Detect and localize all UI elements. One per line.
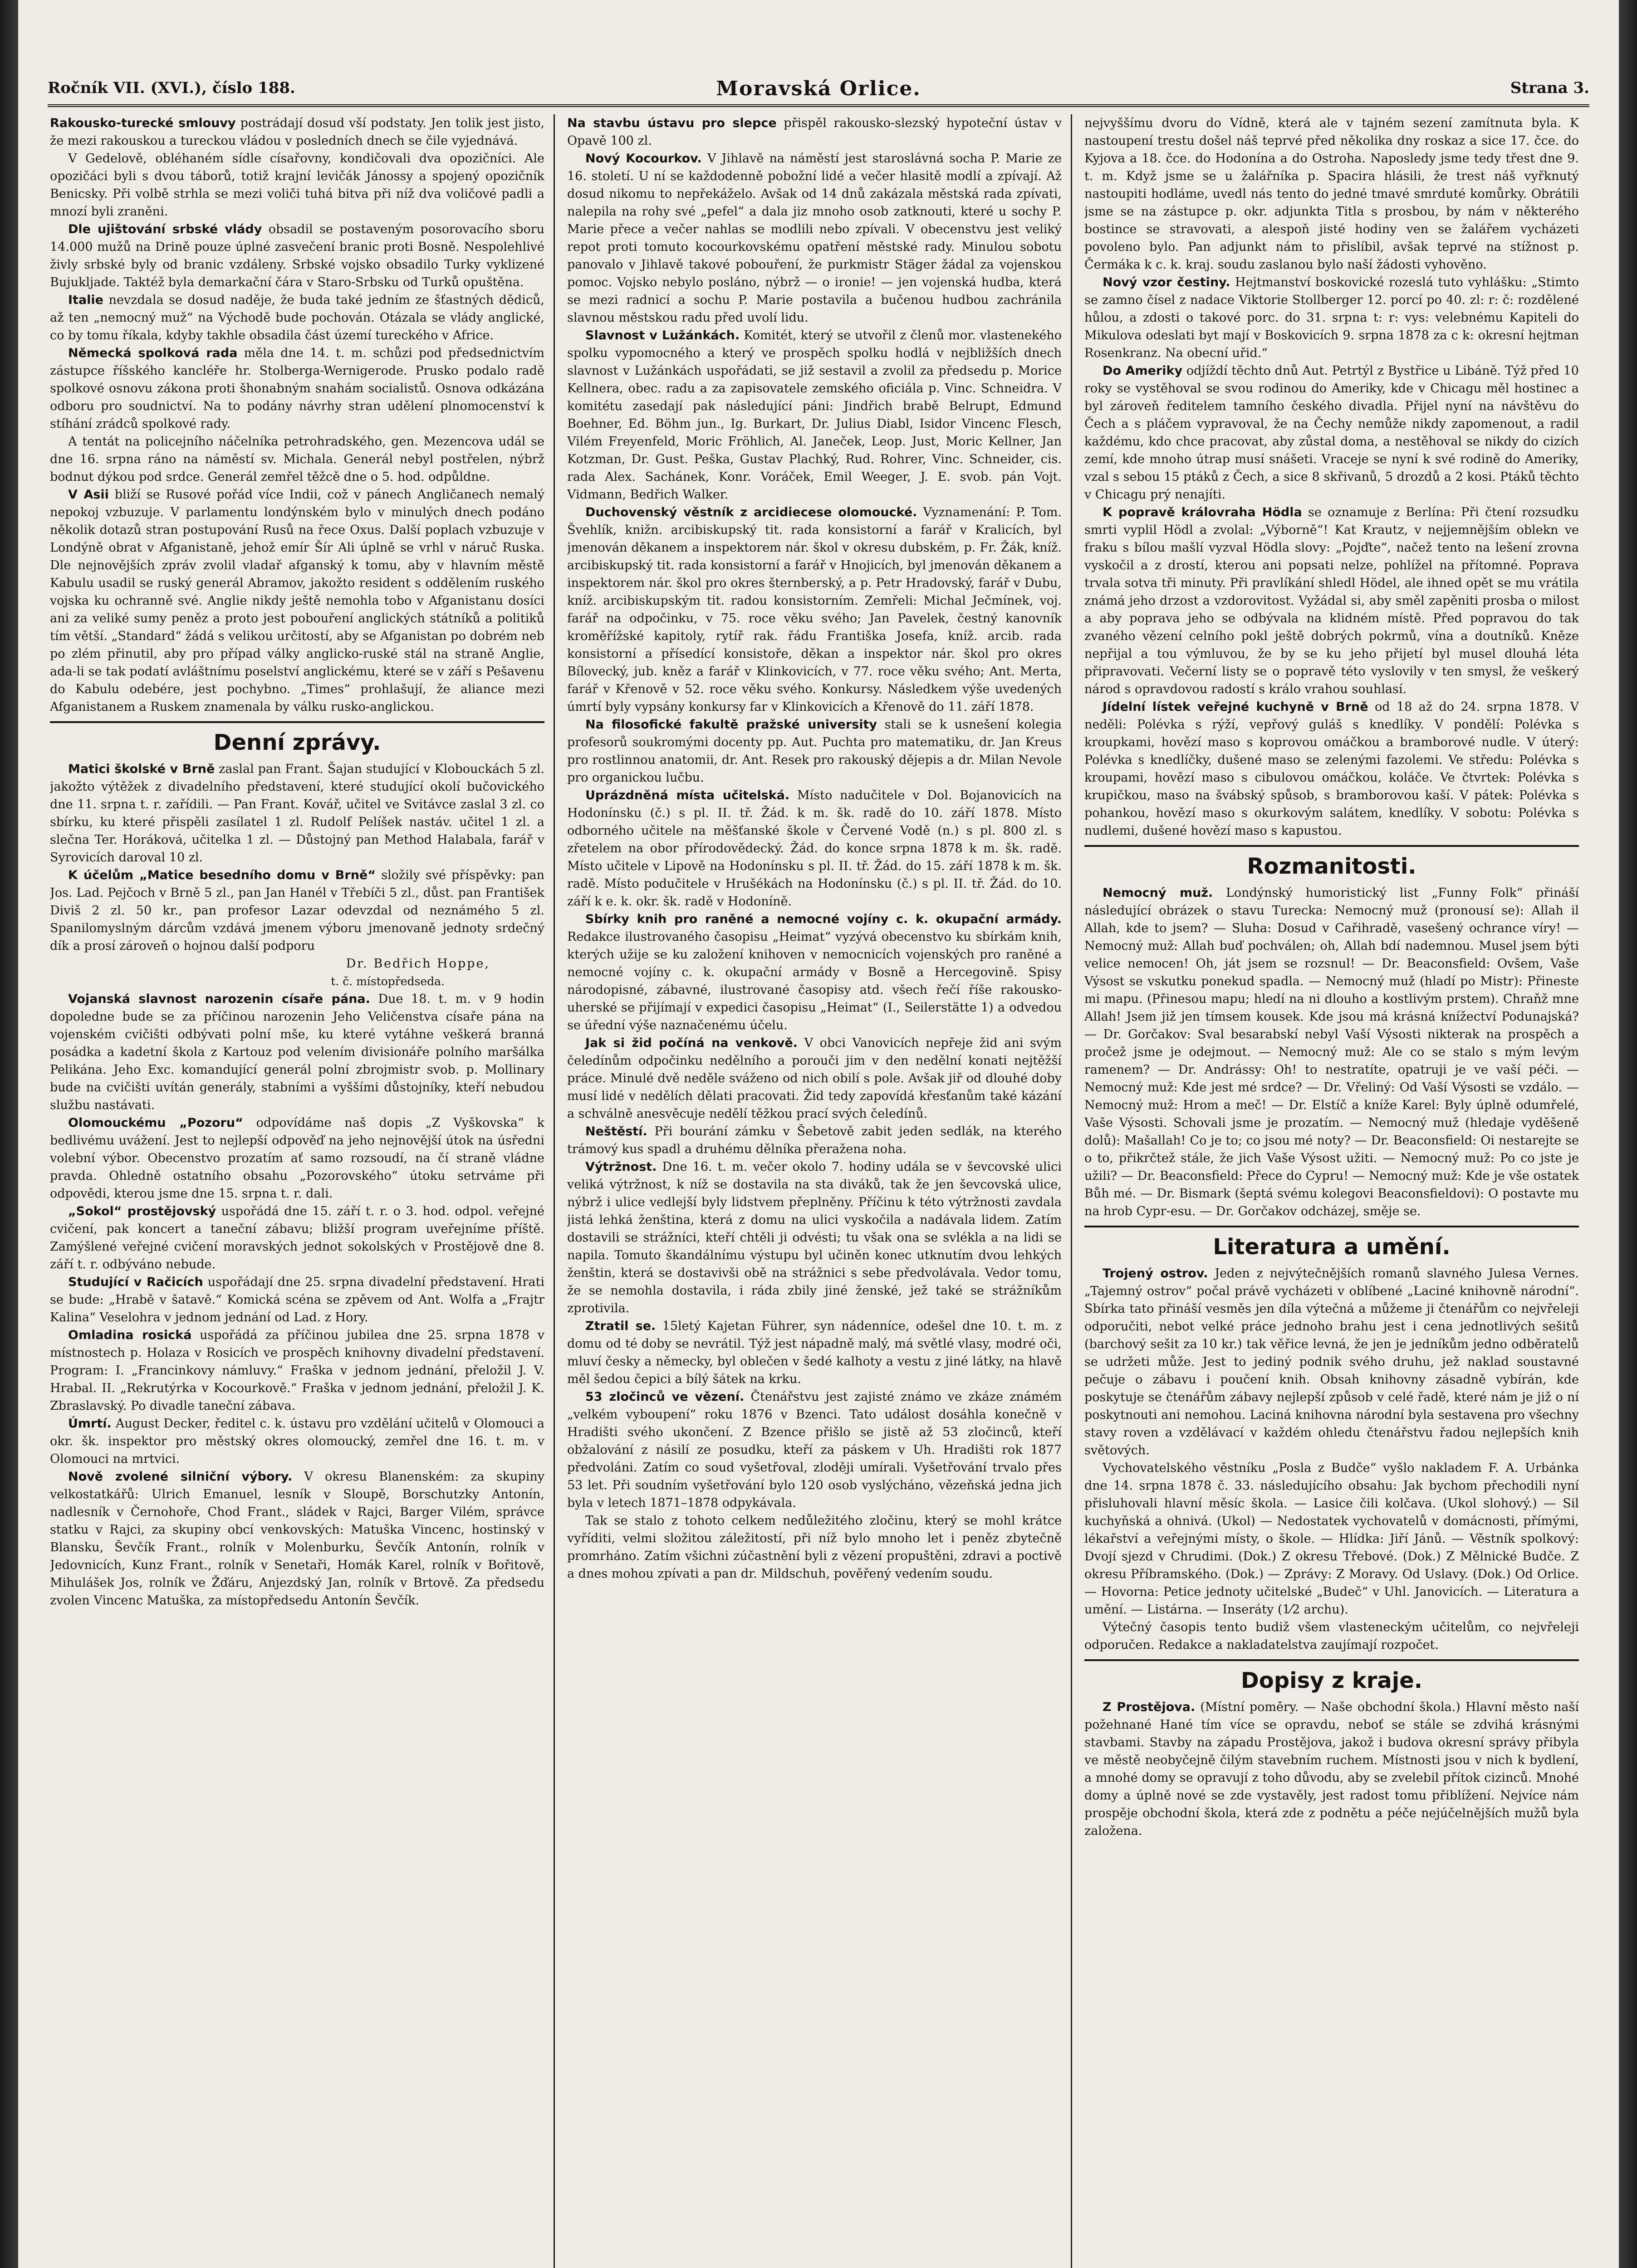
article-text: uspořádají dne 25. srpna divadelní představení. Hrati se bude: „Hrabě v šatavě.“ Komická scéna se zpěvem od Ant. Wolfa a „Frajtr Kalina“ Veselohra v jednom jednání od Lad. z Hory. — [50, 1275, 544, 1325]
article-text: se oznamuje z Berlína: Při čtení rozsudku smrti vyplil Hödl a zvolal: „Výborně“! Kat Krautz, v nejjemnějším oblekn ve fraku s bílou mašlí vyzval Hödla slovy: „Pojďte“, načež tento na lešení zrovna vyskočil a z drostí, kterou ani popsati nelze, pohlížel na přítomné. Poprava trvala sotva tři minuty. Při pravlíkání shledl Hödel, ale ihned opět se mu vrátila známá jeho drzost a vzdorovitost. Vyžádal si, aby směl zapěniti prosba o milost a aby poprava jeho se odbývala na klidném místě. Před popravou do tak zvaného vězení celního pokl ještě dobrých pokrmů, vína a doutníků. Kněze nepřijal a tou výmluvou, že by se ku jeho přijetí byl musel dlouhá léta připravovati. Večerní listy se o popravě této vyslovily v ten smysl, že veškerý národ s opravdovou radostí s králo vrahou souhlasí. — [1084, 505, 1579, 696]
article-lead: Německá spolková rada — [68, 346, 238, 360]
article-text: Čtenářstvu jest zajisté známo ve zkáze známém „velkém vyboupení“ roku 1876 v Bzenci. Tato událost dosáhla konečně v Hradišti svého ukončení. Z Bzence přišlo se jistě až 53 zločinců, kteří obžalování z násilí ze posudku, kteří za páskem v Uh. Hradišti rok 1877 předvoláni. Zatím co soud vyšetřoval, zloději umírali. Vyšetřování trvalo přes 53 let. Při soudním vyšetřování bylo 120 osob vyslýcháno, vězeňská jedna jich byla v letech 1871–1878 odpykávala. — [567, 1390, 1062, 1510]
article-lead: Duchovenský věstník z arcidiecese olomoucké. — [585, 505, 917, 519]
column-1 — [50, 114, 544, 2268]
article: V Gedelově, obléhaném sídle císařovny, kondičovali dva opozičníci. Ale opozičáci byli s dvou táborů, totiž krajní levičák Jánossy a spojený opozičník Benicsky. Při volbě strhla se mezi voliči tuhá bitva při níž dva voličové padli a mnozí byli zraněni. — [50, 152, 544, 219]
article-lead: Trojený ostrov. — [1103, 1266, 1208, 1281]
article — [50, 220, 544, 291]
article-lead: Nemocný muž. — [1103, 886, 1213, 900]
article-lead: Dle ujištování srbské vlády — [68, 222, 262, 236]
article — [567, 787, 1062, 910]
article-text: Jeden z nejvýtečnějších romanů slavného Julesa Vernes. „Tajemný ostrov“ počal právě vycházeti v oblíbené „Laciné knihovně národní“. Sbírka tato přináší vesměs jen díla výtečná a můžeme ji čtenářům co nejvřeleji odporučiti, nebot velké práce jednoho brahu jest i cena jednotlivých sešitů (barchový sešit za 10 kr.) tak věřice levná, že jen je jedníkům jedno odběratelů se udržeti může. Jest to jediný podnik svého druhu, jež naklad soustavné pečuje o zábavu i poučení knih. Obsah knihovny zásadně vybírán, kde poskytuje se čtenářům zábavy nejlepší způsob v celé řadě, které nám je již o ní poskytnouti ani nemohou. Laciná knihovna národní byla sestavena pro všechny stavy roven a vzdělávací v každém ohledu čtenářstvu řadou nejlepších knih světových. — [1084, 1266, 1579, 1457]
article: A tentát na policejního náčelníka petrohradského, gen. Mezencova udál se dne 16. srpna ráno na náměstí sv. Michala. Generál nebyl postřelen, nýbrž bodnut dýkou pod srdce. Generál zemřel těžcě dne o 5. hod. odpůldne. — [50, 435, 544, 484]
article-lead: Na stavbu ústavu pro slepce — [567, 116, 777, 130]
article — [567, 1123, 1062, 1158]
article: Výtečný časopis tento budiž všem vlasteneckým učitelům, co nejvřeleji odporučen. Redakce a nakladatelstva zaujímají rozpočet. — [1084, 1620, 1579, 1652]
article-lead: Olomouckému „Pozoru“ — [68, 1116, 243, 1130]
article-text: Redakce ilustrovaného časopisu „Heimat“ vyzývá obecenstvo ku sbírkám knih, kterých užije se ku založení knihoven v nemocnicích vojenských pro raněné a nemocné vojíny c. k. okupační armády v Bosně a Hercegovině. Spisy národopisné, zábavné, ilustrované časopisy atd. všech řečí říše rakousko-uherské se přijímají v expedici časopisu „Heimat“ (I., Seilerstätte 1) a odvedou se úřední výše naznačenému účelu. — [567, 930, 1062, 1032]
article-text: Komitét, který se utvořil z členů mor. vlastenekého spolku vypomocného a který ve prospěch spolku hodlá v nejbližších dnech slavnost v Lužánkách uspořádati, se již sestavil a zvolil za předsedu p. Morice Kellnera, obec. radu a za zapisovatele zemského oficiála p. Vinc. Schneidra. V komitétu zasedají pak následující páni: Jindřich brabě Belrupt, Edmund Boehner, Ed. Böhm jun., Ig. Burkart, Dr. Julius Diabl, Isidor Vincenc Flesch, Vilém Freyenfeld, Moric Fröhlich, Al. Janeček, Leop. Just, Moric Kellner, Jan Kotzman, Dr. Gust. Peška, Gustav Plachký, Rud. Rohrer, Vinc. Schneider, cis. rada Alex. Sachánek, Konr. Voráček, Emil Weeger, J. E. svob. pán Vojt. Vidmann, Bedřich Walker. — [567, 328, 1062, 502]
section-divider — [1084, 845, 1579, 847]
article-text: odpovídáme naš dopis „Z Vyškovska“ k bedlivému uvážení. Jest to nejlepší odpověď na jeho nejnovější útok na úsředni volební výbor. Obecenstvo prozatím ať samo rozsoudí, na čí straně vládne pravda. Ohledně ostatního obsahu „Pozorovského“ útoku setrváme při odpovědi, kterou jsme dne 15. srpna t. r. dali. — [50, 1116, 544, 1201]
article — [567, 910, 1062, 1034]
article-lead: Nový Kocourkov. — [585, 152, 702, 166]
page-header — [48, 77, 1589, 107]
article-lead: V Asii — [68, 488, 109, 502]
article — [567, 114, 1062, 150]
section-heading-regional-letters: Dopisy z kraje. — [1240, 1668, 1423, 1693]
article — [50, 344, 544, 433]
article — [1084, 1265, 1579, 1459]
article-text: obsadil se postaveným posorovacího sboru 14.000 mužů na Drině pouze úplné zasvečení branic proti Bosně. Nespolehlivé živly srbské byly od branic vzdáleny. Srbské vojsko obsadilo Turky vyklizené Bujukljade. Taktéž byla demarkační čára v Staro-Srbsku od Turků opuštěna. — [50, 222, 544, 289]
section-heading-literature: Literatura a umění. — [1213, 1234, 1451, 1260]
article-lead: Na filosofické fakultě pražské university — [585, 718, 877, 732]
article-text: Londýnský humoristický list „Funny Folk“ přináší následující obrázek o stavu Turecka: Nemocný muž (pronousí se): Allah il Allah, kde to jsem? — Sluha: Dosud v Cařihradě, vasešený ochrance víry! — Nemocný muž: Allah buď pochválen; oh, Allah bdí nademnou. Musel jsem býti velice nemocen! Oh, ját jsem se rozsnul! — Dr. Beaconsfield: Ovšem, Vaše Výsost se vskutku ponekud spadla. — Nemocný muž (hladí po Mistr): Přineste mi mapu. (Přinesou mapu; hledí na ni dlouho a kostlivým prstem). Chraňž mne Allah! Jsem již jen tímsem kousek. Kde jsou má krásná knížectví Podunajská? — Dr. Gorčakov: Sval besarabskí nebyl Vaší Výsosti nikterak na prospěch a pročež jsme je odejmout. — Nemocný muž: Ale co se stalo s mým levým ramenem? — Dr. Andrássy: Oh! to nestratíte, opatruji je ve vaší péči. — Nemocný muž: Kde jest mé srdce? — Dr. Vřeliný: Od Vaší Výsosti se vzdálo. — Nemocný muž: Hrom a meč! — Dr. Elstíč a kníže Karel: Byly úplně odumřelé, Vaše Výsosti. Schovali jsme je prozatím. — Nemocný muž (hledaje vyděšeně dolů): Mašallah! Co je to; co jsou mé noty? — Dr. Beaconsfield: Oi nestarejte se o to, přikrčtež stále, že jich Vaše Výsost užiti. — Nemocný muž: Po co jste je užili? — Dr. Beaconsfield: Přece do Cypru! — Nemocný muž: Kde je vše ostatek Bůh mé. — Dr. Bismark (šeptá svému kolegovi Beaconsfieldovi): O postavte mu na hrob Cypr-esu. — Dr. Gorčakov odcházej, směje se. — [1084, 886, 1579, 1218]
article-text: složily své příspěvky: pan Jos. Lad. Pejčoch v Brně 5 zl., pan Jan Hanél v Třebíči 5 zl., důst. pan František Diviš 2 zl. 50 kr., pan profesor Lazar odevzdal od neznámého 5 zl. Spanilomyslným dárcům vzdává jmenem výboru jmenovaně jednoty srdečný dík a prosí zároveň o hojnou další podporu — [50, 868, 544, 953]
article-text: stali se k usnešení kolegia profesorů soukromými docenty pp. Aut. Puchta pro matematiku, dr. Jan Kreus pro rostlinnou anatomii, dr. Ant. Resek pro rakouský dějepis a dr. Milan Nevole pro organickou lučbu. — [567, 718, 1062, 785]
article — [567, 1034, 1062, 1123]
article-text: uspořádá dne 15. září t. r. o 3. hod. odpol. veřejné cvičení, pak koncert a taneční zábavu; bližší program uveřejníme příště. Zamýšlené veřejné cvičení moravských jednot sokolských v Prostějově dne 8. září t. r. odbýváno nebude. — [50, 1204, 544, 1271]
article-lead: Uprázdněná místa učitelská. — [585, 788, 790, 802]
article — [50, 114, 544, 150]
article — [50, 1114, 544, 1202]
article-text: zaslal pan Frant. Šajan studující v Klobouckách 5 zl. jakožto výtěžek z divadelního představení, které studující okolí bučovického dne 11. srpna t. r. zařídili. — Pan Frant. Kovář, učitel ve Svitávce zaslal 3 zl. co sbírku, ku které přispěli zasílatel 1 zl. Rudolf Pelíšek nastáv. učitel 1 zl. a slečna Ter. Horáková, učitelka 1 zl. — Důstojný pan Method Halabala, farář v Syrovicích daroval 10 zl. — [50, 762, 544, 865]
article — [50, 1273, 544, 1326]
article — [50, 866, 544, 955]
article — [567, 150, 1062, 327]
article-text: Místo nadučitele v Dol. Bojanovicích na Hodonínsku (č.) s pl. II. tř. Žád. k m. šk. radě do 10. září 1878. Místo odborného učitele na měšťanské škole v Červené Vodě (n.) s pl. 800 zl. s zřetelem na obor přírodovědecký. Žád. do konce srpna 1878 k m. šk. radě. Místo učitele v Lipově na Hodonínsku s pl. II. tř. Žád. do 15. září 1878 k m. šk. radě. Místo podučitele v Hrušékách na Hodonínsku (č.) s pl. II. tř. Žád. do 10. září k e. k. okr. šk. radě v Hodoníně. — [567, 788, 1062, 909]
article-lead: Jídelní lístek veřejné kuchyně v Brně — [1103, 700, 1368, 714]
article-lead: Úmrtí. — [68, 1417, 112, 1431]
article-text: Vyznamenání: P. Tom. Švehlík, knižn. arcibiskupský tit. rada konsistorní a farář v Kralicích, byl jmenován děkanem a inspektorem nár. škol v okresu dubském, p. Fr. Žák, kníž. arcibiskupský tit. rada konsistorní a farář v Hnojicích, byl jmenován děkanem a inspektorem nár. škol pro okres šternberský, a p. Petr Hradovský, farář v Dubu, kníž. arcibiskupským tit. radou konsistorním. Zemřeli: Michal Ječmínek, voj. farář na odpočinku, v 75. roce věku svého; Jan Pavelek, čestný kanovník kroměřížské kapitoly, rytíř rak. řádu Františka Josefa, kníž. arcib. rada konsistorní a přísedící konsistoře, děkan a inspektor nár. škol pro okres Bílovecký, jub. kněz a farář v Klinkovicích, v 77. roce věku svého; Ant. Merta, farář v Křenově v 52. roce věku svého. Konkursy. Následkem výše uvedených úmrtí byly vypsány konkursy far v Klinkovicích a Křenově do 11. září 1878. — [567, 505, 1062, 714]
section-divider — [1084, 1659, 1579, 1661]
article — [50, 1468, 544, 1609]
article — [567, 1317, 1062, 1388]
article — [1084, 274, 1579, 362]
article — [50, 1202, 544, 1273]
article — [50, 1415, 544, 1468]
article-lead: Omladina rosická — [68, 1328, 192, 1342]
article-lead: Jak si žid počíná na venkově. — [585, 1036, 798, 1050]
article-lead: Neštěstí. — [585, 1124, 647, 1139]
article-text: uspořádá za příčinou jubilea dne 25. srpna 1878 v místnostech p. Holaza v Rosicích ve prospěch knihovny divadelní představení. Program: I. „Francinkovy námluvy.“ Fraška v jednom jednání, přeložil J. V. Hrabal. II. „Rekrutýrka v Kocourkově.“ Fraška v jednom jednání, přeložil J. K. Zbraslavský. Po divadle taneční zábava. — [50, 1328, 544, 1413]
section-divider — [50, 721, 544, 723]
article-text: přispěl rakousko-slezský hypoteční ústav v Opavě 100 zl. — [567, 116, 1062, 148]
article — [1084, 884, 1579, 1220]
article-lead: Italie — [68, 293, 103, 307]
article-text: V Jihlavě na náměstí jest staroslávná socha P. Marie ze 16. století. U ní se každodenně pobožní lidé a večer hlasitě modlí a zpívají. Až dosud nikomu to nepřekáželo. Avšak od 14 dnů zakázala městská rada zpívati, nalepila na rohy své „pefel“ a dala jiz mnoho osob zatknouti, které u sochy P. Marie přece a večer nahlas se modlili nebo zpívali. V obecenstvu jest veliký repot proti tomuto kocourkovskému opatření městské rady. Minulou sobotu panovalo v Jihlavě takové pobouření, že purkmistr Stäger žádal za vojenskou pomoc. Vojsko nebylo posláno, nýbrž — o ironie! — jen vojenská hudba, která se mezi radnicí a sochu P. Marie postavila a bučenou hudbou zachránila slavnou městskou radu před uvolí lidu. — [567, 152, 1062, 325]
signature-name: Dr. Bedřich Hoppe, — [346, 957, 490, 971]
article — [50, 760, 544, 866]
article-lead: K popravě královraha Hödla — [1103, 505, 1302, 519]
article-text: odjíždí těchto dnů Aut. Petrtýl z Bystřice u Libáně. Týž před 10 roky se vystěhoval se svou rodinou do Ameriky, kde v Chicagu měl hostinec a byl zároveň ředitelem tamního českého divadla. Přijel nyní na návštěvu do Čech a s pláčem vypravoval, že na Čechy nemůže nikdy zapomenout, a radil každému, kdo chce pracovat, aby zůstal doma, a nestěhoval se nikdy do cizích zemí, kde mnoho útrap musí snášeti. Vraceje se nyní k své rodině do Ameriky, vzal s sebou 15 ptáků z Čech, a sice 8 skřivanů, 5 drozdů a 2 kosi. Ptáků těchto v Chicagu prý nenajíti. — [1084, 364, 1579, 502]
article-lead: Nový vzor čestiny. — [1103, 275, 1230, 289]
scan-border-left — [0, 0, 18, 2268]
article-text: Hejtmanství boskovické rozeslá tuto vyhlášku: „Stimto se zamno čísel z nadace Viktorie Stollberger 12. porcí po 40. zl: r: č: rozdělené hůlou, a zdosti o takové porc. do 31. srpna t: r: vys: velebnému Kapiteli do Mikulova odeslati byt mají v Boskovicích 9. srpna 1878 za c k: okresní hejtman Rosenkranz. Na obecní uřid.“ — [1084, 275, 1579, 360]
column-rule-2 — [1071, 114, 1072, 2268]
column-2 — [567, 114, 1062, 2268]
article-lead: Nově zvolené silniční výbory. — [68, 1470, 293, 1484]
section-heading-miscellany: Rozmanitosti. — [1247, 854, 1416, 879]
article — [567, 1158, 1062, 1317]
section-divider — [1084, 1226, 1579, 1227]
article-lead: Slavnost v Lužánkách. — [585, 328, 740, 342]
signature-title: t. č. místopředseda. — [331, 975, 445, 988]
page-number: Strana 3. — [1510, 79, 1589, 97]
article-text: od 18 až do 24. srpna 1878. V neděli: Polévka s rýží, vepřový guláš s knedlíky. V pondělí: Polévka s kroupkami, hovězí maso s koprovou omáčkou a bramborové nudle. V úterý: Polévka s knedlíčky, dušené maso se zelenými fazolemi. Ve středu: Polévka s kroupami, hovězí maso s cibulovou omáčkou, koláče. Ve čtvrtek: Polévka s krupičkou, maso na švábský spůsob, s bramborovou kaší. V pátek: Polévka s pohankou, hovězí maso s okurkovým salátem, knedlíky. V sobotu: Polévka s nudlemi, dušené hovězí maso s kapustou. — [1084, 700, 1579, 838]
article-lead: Vojanská slavnost narozenin císaře pána. — [68, 992, 370, 1006]
article-text: Dne 16. t. m. večer okolo 7. hodiny udála se v ševcovské ulici veliká výtržnost, k níž se dostavila na sta diváků, tak že jen ševcovská ulice, nýbrž i ulice vedlejší byly lidstvem přeplněny. Příčinu k této výtržnosti zavdala jistá lehká ženština, která z domu na ulici vyskočila a nadávala lidem. Zatím dostavili se strážníci, kteří chtěli ji odvésti; tu však ona se svlékla a na lidi se napila. Tomuto škandálnímu výstupu byl učiněn konec utknutím dvou lehkých ženštin, která se dostavivši obě na strážnici s sebe předvolávala. Vedor tomu, že se nemohla dostavila, i ráda zbily jiné ženské, jež také se strážníkům zprotivila. — [567, 1160, 1062, 1315]
article-lead: Sbírky knih pro raněné a nemocné vojíny c. k. okupační armády. — [585, 912, 1062, 926]
article-text: (Místní poměry. — Naše obchodní škola.) Hlavní město naší požehnané Hané tím více se opravdu, neboť se stále se zdvihá krásnými stavbami. Stavby na západu Prostějova, jakož i budova okresní správy přibyla ve městě neobyčejně čilým stavebním ruchem. Místnosti jsou v nich k bydlení, a mnohé domy se opravují z toho důvodu, aby se zvelebil přítok cizinců. Mnohé domy a úplně nové se zde vystavěly, jest radost tomu přiblížení. Nejvíce nám prospěje obchodní škola, která zde z podnětu a péče nejúčelnějších mužů byla založena. — [1084, 1700, 1579, 1838]
article: nejvyššímu dvoru do Vídně, která ale v tajném sezení zamítnuta byla. K nastoupení trestu došel náš teprvé před několika dny roskaz a sice 17. čce. do Kyjova a 18. čce. do Hodonína a do Ostroha. Naposledy jsme tedy třest dne 9. t. m. Když jsme se u žalářníka p. Spacira hlásili, že trest náš vyřknutý nastoupiti hodláme, uvedl nás tento do jedné tmavé smrduté komůrky. Obrátili jsme se na zástupce p. okr. adjunkta Titla s prosbou, by nám v některého bostince se stravovati, a alespoň jisté hodiny ven se žalářem vycházeti povoleno bylo. Pan adjunkt nám to přislíbil, avšak teprvé na stížnost p. Čermáka k c. k. kraj. soudu zaslanou bylo naší žádosti vyhověno. — [1084, 116, 1579, 272]
article-text: V obci Vanovicích nepřeje žid ani svým čeledínům odpočinku nedělního a porouči jim v den nedělní konati nejtěžší práce. Minulé dvě neděle sváženo od nich obilí s pole. Avšak jiř od dlouhé doby musí lidé v nedělích dělati pracovati. Žid tedy zapovídá křesťanům také kázání a schválně anesvěcuje nedělí těžkou prací svých čeledínů. — [567, 1036, 1062, 1121]
article — [50, 486, 544, 716]
column-rule-1 — [554, 114, 555, 2268]
article — [567, 503, 1062, 716]
issue-number: Ročník VII. (XVI.), číslo 188. — [48, 79, 295, 97]
article-text: V okresu Blanenském: za skupiny velkostatkářů: Ulrich Emanuel, lesník v Sloupě, Borschutzky Antonín, nadlesník v Černohoře, Chod Frant., sládek v Rajci, Barger Vilém, správce statku v Rajci, za skupiny obcí venkovských: Matuška Vincenc, hostinský v Blansku, Ševčík Frant., rolník v Molenburku, Ševčík Antonín, rolník v Jedovnicích, Kunz Frant., rolník v Senetaři, Homák Karel, rolník v Bořitově, Mihulášek Jos, rolník ve Žďáru, Anjezdský Jan, rolník v Brtově. Za předsedu zvolen Vincenc Matuška, za místopředsedu Antonín Ševčík. — [50, 1470, 544, 1608]
article-text: Due 18. t. m. v 9 hodin dopoledne bude se za příčinou narozenin Jeho Veličenstva císaře pána na vojenském cvičišti odbývati polní mše, ku které vytáhne veškerá branná posádka a kadetní škola z Kartouz pod velením divisionáře polního maršálka Pelikána. Jeho Exc. komandující generál polní zbrojmistr svob. p. Mollinary bude na cvičišti uvítán generály, stabními a vyššími důstojníky, kteří nebudou službu nastávati. — [50, 992, 544, 1112]
article — [50, 291, 544, 344]
article-lead: „Sokol“ prostějovský — [68, 1204, 216, 1218]
article — [1084, 503, 1579, 698]
column-3 — [1084, 114, 1579, 2268]
article — [1084, 1698, 1579, 1840]
article — [567, 1388, 1062, 1512]
article-lead: Z Prostějova. — [1103, 1700, 1196, 1714]
article — [567, 327, 1062, 503]
article-lead: Studující v Račicích — [68, 1275, 203, 1289]
article-lead: 53 zločinců ve vězení. — [585, 1390, 745, 1404]
article-text: Při bourání zámku v Šebetově zabit jeden sedlák, na kterého trámový kus spadl a druhému dělníka přeražena noha. — [567, 1124, 1062, 1156]
article-lead: Ztratil se. — [585, 1319, 656, 1333]
article — [50, 1326, 544, 1415]
article-lead: K účelům „Matice besedního domu v Brně“ — [68, 868, 376, 882]
scan-border-right — [1619, 0, 1637, 2268]
article: Tak se stalo z tohoto celkem nedůležitého zločinu, který se mohl krátce vyříditi, velmi složitou záležitostí, při níž bylo mnoho let i peněz zbytečně promrháno. Zatím všichni zúčastnění byli z vězení propuštěni, zdravi a poctivě a dnes mohou zpívati a pan dr. Mildschuh, pověřený vedením soudu. — [567, 1514, 1062, 1581]
section-heading-daily-news: Denní zprávy. — [213, 730, 381, 755]
article — [50, 990, 544, 1114]
newspaper-title: Moravská Orlice. — [716, 77, 921, 100]
article — [1084, 362, 1579, 503]
article-text: nevzdala se dosud naděje, že buda také jedním ze šťastných dědiců, až ten „nemocný muž“ na Východě bude pochován. Otázala se vlády anglické, co by tomu říkala, kdyby takhle obsadila část území tureckého v Africe. — [50, 293, 544, 342]
article-text: měla dne 14. t. m. schůzi pod předsednictvím zástupce říšského kancléře hr. Stolberga-Wernigerode. Prusko podalo radě spolkové osnovu zákona proti šhonabným snahám socialistů. Osnova odkázána odboru pro soudnictví. Na to podány návrhy stran udělení plnomocenství k stíhání zrádců spolkové rady. — [50, 346, 544, 431]
article-text: postrádají dosud vší podstaty. Jen tolik jest jisto, že mezi rakouskou a tureckou vládou v posledních dnech se čile vyjednává. — [50, 116, 544, 148]
article-lead: Rakousko-turecké smlouvy — [50, 116, 236, 130]
article-text: bliží se Rusové pořád více Indii, což v pánech Angličanech nemalý nepokoj vzbuzuje. V parlamentu londýnském bylo v minulých dnech podáno několik dotazů stran postupování Rusů na řece Oxus. Další poplach vzbuzuje v Londýně obrat v Afganistaně, jehož emír Šír Ali úplně se vrhl v náruč Ruska. Dle nejnovějších zpráv zvolil vladař afganský k tomu, aby v hlavním městě Kabulu usadil se ruský generál Abramov, jakožto resident s oddělením ruského vojska ku ochranně své. Anglie nikdy ještě nemohla tobo v Afganistanu dosíci ani za veliké sumy peněz a proto jest pobouření anglických státníků a politiků tím větší. „Standard“ žádá s velikou určitostí, aby se Afganistan po dobrém neb po zlém přinutil, aby pro případ války anglicko-ruské stál na straně Anglie, ada-li se tak podatí avláštnímu poselství anglickému, které se v září s Pešavenu do Kabulu odebére, jest pochybno. „Times“ prohlašují, že aliance mezi Afganistanem a Ruskem znamenala by válku rusko-anglickou. — [50, 488, 544, 714]
article-text: August Decker, ředitel c. k. ústavu pro vzdělání učitelů v Olomouci a okr. šk. inspektor pro městský okres olomoucký, zemřel dne 16. t. m. v Olomouci na mrtvici. — [50, 1417, 544, 1466]
article-lead: Matici školské v Brně — [68, 762, 215, 776]
article — [1084, 698, 1579, 840]
article: Vychovatelského věstníku „Posla z Budče“ vyšlo nakladem F. A. Urbánka dne 14. srpna 1878 č. 33. následujícího obsahu: Jak bychom přechodili nyní přisluhovali hlavní měsíc škola. — Lasice čili kolčava. (Ukol slohový.) — Sil kuchyňská a ohnivá. (Ukol) — Nedostatek vychovatelů v domácnosti, přímými, lékařství a veřejnými místy, o škole. — Hlídka: Jiří Jánů. — Věstník spolkový: Dvojí sjezd v Chrudimi. (Dok.) Z okresu Třebové. (Dok.) Z Mělnické Budče. Z okresu Příbramského. (Dok.) — Zprávy: Z Moravy. Od Uslavy. (Dok.) Od Orlice. — Hovorna: Petice jednoty učitelské „Budeč“ v Uhl. Janovicích. — Literatura a umění. — Listárna. — Inseráty (1⁄2 archu). — [1084, 1461, 1579, 1617]
article — [567, 716, 1062, 787]
article-text: 15letý Kajetan Führer, syn nádenníce, odešel dne 10. t. m. z domu od té doby se nevrátil. Týž jest nápadně malý, má světlé vlasy, modré oči, mluví česky a německy, byl oblečen v šedé kalhoty a vestu z jiné látky, na hlavě měl šedou čepici a bílý šátek na krku. — [567, 1319, 1062, 1386]
article-lead: Do Ameriky — [1103, 364, 1183, 378]
article-lead: Výtržnost. — [585, 1160, 657, 1174]
